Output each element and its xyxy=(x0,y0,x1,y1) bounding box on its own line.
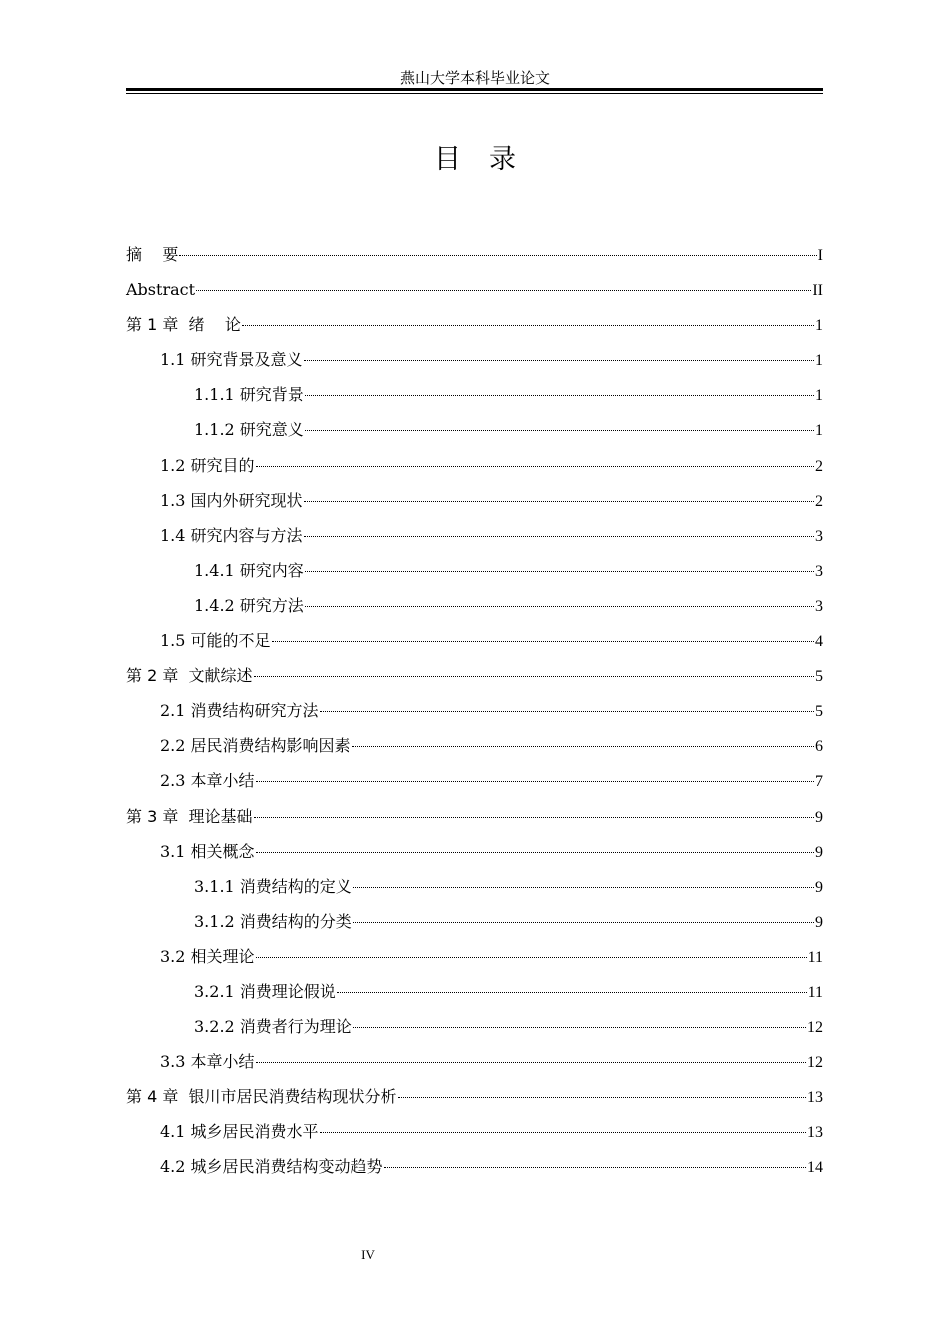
toc-entry[interactable] xyxy=(126,728,823,763)
toc-entry[interactable] xyxy=(126,342,823,377)
toc-dot-leader xyxy=(384,1166,806,1168)
toc-entry-label: 1.2 研究目的 xyxy=(160,455,255,475)
toc-entry-page: 2 xyxy=(815,457,823,475)
toc-dot-leader xyxy=(254,675,814,677)
toc-entry-page: 1 xyxy=(815,387,823,405)
toc-dot-leader xyxy=(304,535,814,537)
toc-entry-label: 1.4 研究内容与方法 xyxy=(160,525,303,545)
toc-entry-page: 2 xyxy=(815,492,823,510)
toc-dot-leader xyxy=(305,429,814,431)
toc-dot-leader xyxy=(272,640,814,642)
toc-entry-page: 9 xyxy=(815,913,823,931)
toc-dot-leader xyxy=(305,605,814,607)
toc-entry[interactable] xyxy=(126,307,823,342)
toc-entry[interactable] xyxy=(126,588,823,623)
toc-entry[interactable] xyxy=(126,799,823,834)
toc-dot-leader xyxy=(256,1061,806,1063)
toc-entry[interactable] xyxy=(126,553,823,588)
toc-entry[interactable] xyxy=(126,904,823,939)
toc-entry-page: 4 xyxy=(815,633,823,651)
toc-entry-page: 5 xyxy=(815,703,823,721)
toc-entry-page: 11 xyxy=(807,948,823,966)
toc-dot-leader xyxy=(179,254,816,256)
toc-entry[interactable] xyxy=(126,272,823,307)
toc-entry-page: 3 xyxy=(815,527,823,545)
header-rule-thin xyxy=(126,93,823,94)
toc-entry[interactable] xyxy=(126,693,823,728)
toc-entry-label: 1.1.2 研究意义 xyxy=(194,420,304,440)
toc-entry-page: 14 xyxy=(807,1159,823,1177)
toc-entry[interactable] xyxy=(126,763,823,798)
toc-dot-leader xyxy=(304,500,814,502)
toc-entry-label: 摘 要 xyxy=(126,245,179,264)
toc-entry[interactable] xyxy=(126,448,823,483)
toc-entry-page: I xyxy=(817,247,823,264)
toc-entry-label: 2.1 消费结构研究方法 xyxy=(160,701,319,721)
toc-entry-page: 9 xyxy=(815,808,823,826)
toc-entry-page: II xyxy=(812,282,823,300)
toc-entry-label: 1.1 研究背景及意义 xyxy=(160,350,303,370)
toc-dot-leader xyxy=(304,359,814,361)
toc-entry-label: 1.1.1 研究背景 xyxy=(194,385,304,405)
toc-dot-leader xyxy=(320,710,814,712)
toc-entry-page: 11 xyxy=(807,983,823,1001)
header-rule-thick xyxy=(126,88,823,91)
toc-entry-label: 1.3 国内外研究现状 xyxy=(160,490,303,510)
toc-entry-page: 3 xyxy=(815,562,823,580)
toc-entry-label: 第 1 章 绪 论 xyxy=(126,315,241,335)
toc-entry-label: Abstract xyxy=(126,280,196,300)
toc-entry-label: 1.4.2 研究方法 xyxy=(194,595,304,615)
toc-entry-label: 3.2.1 消费理论假说 xyxy=(194,981,336,1001)
toc-entry-label: 3.1.1 消费结构的定义 xyxy=(194,876,352,896)
toc-entry-label: 3.2 相关理论 xyxy=(160,946,255,966)
toc-entry-page: 1 xyxy=(815,352,823,370)
toc-dot-leader xyxy=(398,1096,806,1098)
toc-entry-label: 3.3 本章小结 xyxy=(160,1052,255,1072)
toc-entry-page: 12 xyxy=(807,1019,823,1037)
toc-entry-page: 3 xyxy=(815,597,823,615)
toc-entry-label: 1.4.1 研究内容 xyxy=(194,560,304,580)
table-of-contents xyxy=(126,237,823,1185)
toc-entry[interactable] xyxy=(126,518,823,553)
toc-entry-label: 3.2.2 消费者行为理论 xyxy=(194,1017,352,1037)
toc-entry[interactable] xyxy=(126,834,823,869)
toc-entry-page: 5 xyxy=(815,668,823,686)
toc-entry[interactable] xyxy=(126,1114,823,1149)
toc-entry-label: 4.1 城乡居民消费水平 xyxy=(160,1122,319,1142)
toc-entry[interactable] xyxy=(126,974,823,1009)
toc-dot-leader xyxy=(256,465,814,467)
toc-entry-label: 3.1 相关概念 xyxy=(160,841,255,861)
toc-dot-leader xyxy=(337,991,807,993)
running-header: 燕山大学本科毕业论文 xyxy=(399,69,550,87)
toc-entry-page: 12 xyxy=(807,1054,823,1072)
toc-entry[interactable] xyxy=(126,1149,823,1184)
toc-entry-label: 第 2 章 文献综述 xyxy=(126,666,253,686)
toc-entry[interactable] xyxy=(126,623,823,658)
toc-dot-leader xyxy=(254,816,814,818)
toc-entry-page: 6 xyxy=(815,738,823,756)
toc-entry[interactable] xyxy=(126,1079,823,1114)
toc-entry-page: 1 xyxy=(815,422,823,440)
toc-entry-page: 1 xyxy=(815,317,823,335)
toc-entry-label: 第 3 章 理论基础 xyxy=(126,806,253,826)
toc-entry[interactable] xyxy=(126,939,823,974)
toc-entry-label: 3.1.2 消费结构的分类 xyxy=(194,911,352,931)
toc-title: 目录 xyxy=(434,144,544,175)
toc-dot-leader xyxy=(320,1131,806,1133)
toc-dot-leader xyxy=(256,956,807,958)
toc-dot-leader xyxy=(256,851,814,853)
toc-entry[interactable] xyxy=(126,412,823,447)
toc-dot-leader xyxy=(196,289,811,291)
toc-entry-page: 7 xyxy=(815,773,823,791)
toc-dot-leader xyxy=(305,570,814,572)
toc-entry-page: 13 xyxy=(807,1124,823,1142)
page-number: IV xyxy=(361,1247,375,1262)
toc-dot-leader xyxy=(353,921,814,923)
toc-dot-leader xyxy=(353,886,814,888)
toc-entry[interactable] xyxy=(126,483,823,518)
toc-dot-leader xyxy=(305,394,814,396)
toc-entry-label: 2.3 本章小结 xyxy=(160,771,255,791)
toc-entry[interactable] xyxy=(126,869,823,904)
toc-entry-label: 4.2 城乡居民消费结构变动趋势 xyxy=(160,1157,383,1177)
toc-entry[interactable] xyxy=(126,1044,823,1079)
toc-entry-page: 9 xyxy=(815,843,823,861)
toc-dot-leader xyxy=(256,780,814,782)
toc-dot-leader xyxy=(352,745,814,747)
toc-entry[interactable] xyxy=(126,658,823,693)
toc-entry[interactable] xyxy=(126,1009,823,1044)
toc-entry-label: 第 4 章 银川市居民消费结构现状分析 xyxy=(126,1087,397,1107)
toc-entry-label: 2.2 居民消费结构影响因素 xyxy=(160,736,351,756)
toc-entry-label: 1.5 可能的不足 xyxy=(160,631,271,651)
toc-entry-page: 9 xyxy=(815,878,823,896)
toc-entry-page: 13 xyxy=(807,1089,823,1107)
toc-dot-leader xyxy=(353,1026,806,1028)
toc-entry[interactable] xyxy=(126,237,823,272)
toc-dot-leader xyxy=(242,324,814,326)
toc-entry[interactable] xyxy=(126,377,823,412)
